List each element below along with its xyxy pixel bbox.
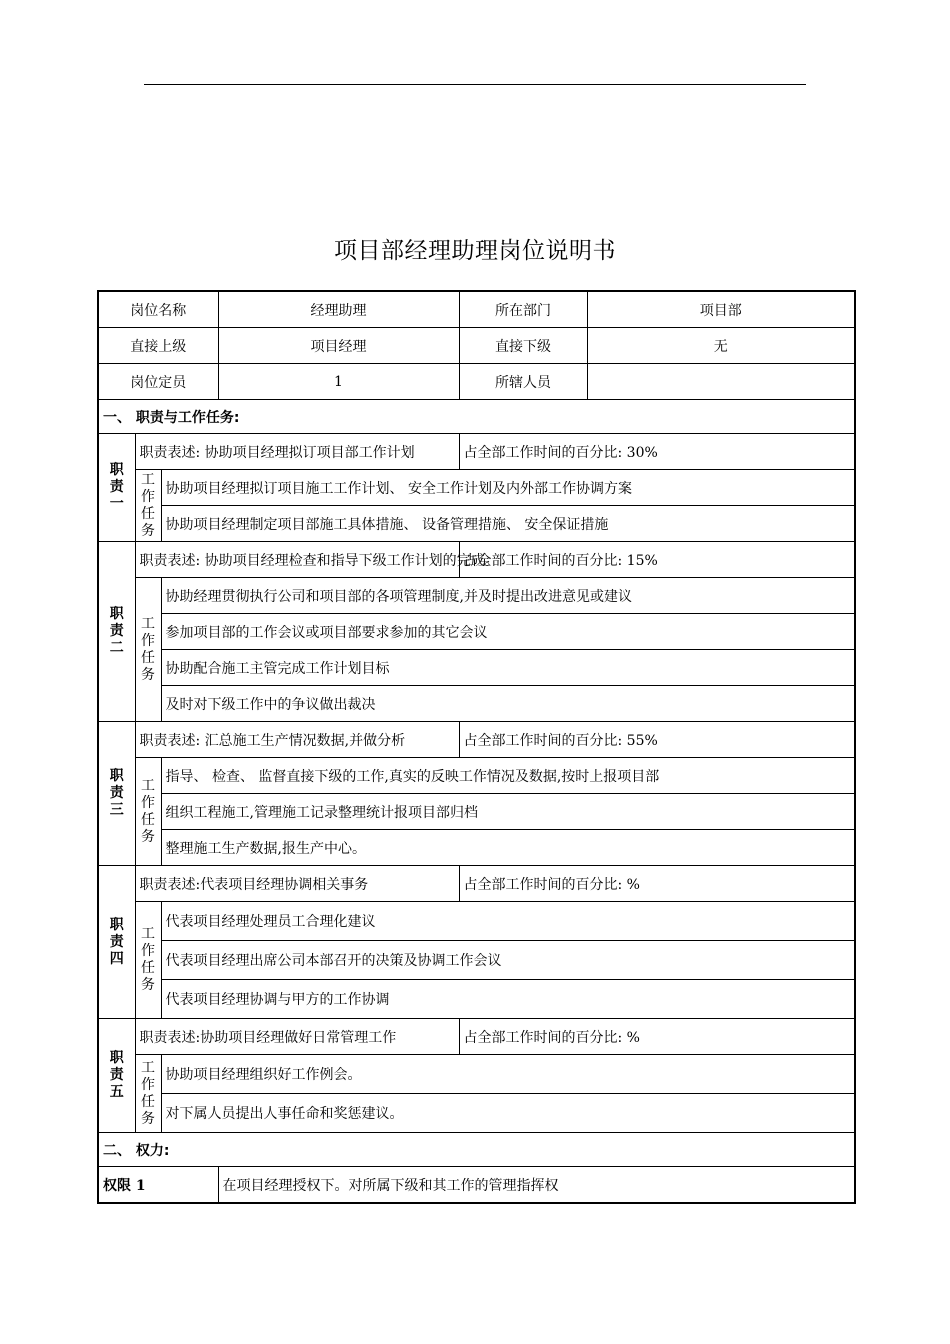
task-row (98, 614, 855, 650)
position-name-label: 岗位名称 (98, 291, 218, 328)
section-header (98, 400, 855, 434)
headcount-value: 1 (218, 364, 459, 400)
task-item: 参加项目部的工作会议或项目部要求参加的其它会议 (161, 614, 855, 650)
supervisor-label: 直接上级 (98, 328, 218, 364)
duty-label: 职 责 一 (98, 434, 135, 542)
duty-description: 职责表述: 协助项目经理检查和指导下级工作计划的完成。 (135, 542, 459, 578)
task-label: 工 作 任 务 (135, 902, 161, 1019)
duty-description-row (98, 1019, 855, 1055)
header-rule (144, 84, 806, 85)
duty-label: 职 责 五 (98, 1019, 135, 1133)
section-header (98, 1133, 855, 1167)
supervisor-value: 项目经理 (218, 328, 459, 364)
department-label: 所在部门 (459, 291, 587, 328)
duty-description: 职责表述:代表项目经理协调相关事务 (135, 866, 459, 902)
task-row (98, 470, 855, 506)
task-item: 协助项目经理拟订项目施工工作计划、 安全工作计划及内外部工作协调方案 (161, 470, 855, 506)
task-item: 及时对下级工作中的争议做出裁决 (161, 686, 855, 722)
task-item: 代表项目经理处理员工合理化建议 (161, 902, 855, 941)
task-row (98, 506, 855, 542)
task-item: 协助配合施工主管完成工作计划目标 (161, 650, 855, 686)
task-label: 工 作 任 务 (135, 578, 161, 722)
managed-staff-value (587, 364, 855, 400)
section-title-duties: 一、 职责与工作任务: (98, 400, 855, 434)
task-row (98, 578, 855, 614)
task-item: 对下属人员提出人事任命和奖惩建议。 (161, 1094, 855, 1133)
task-row (98, 1055, 855, 1094)
task-row (98, 830, 855, 866)
job-description-table (97, 290, 856, 1204)
task-row (98, 902, 855, 941)
task-item: 整理施工生产数据,报生产中心。 (161, 830, 855, 866)
task-item: 代表项目经理协调与甲方的工作协调 (161, 980, 855, 1019)
task-row (98, 980, 855, 1019)
duty-description-row (98, 434, 855, 470)
department-value: 项目部 (587, 291, 855, 328)
document-title: 项目部经理助理岗位说明书 (334, 238, 616, 264)
duty-description-row (98, 722, 855, 758)
header-row (98, 364, 855, 400)
task-label: 工 作 任 务 (135, 470, 161, 542)
header-row (98, 328, 855, 364)
authority-text: 在项目经理授权下。对所属下级和其工作的管理指挥权 (218, 1167, 855, 1204)
task-label: 工 作 任 务 (135, 1055, 161, 1133)
duty-description-row (98, 866, 855, 902)
task-item: 指导、 检查、 监督直接下级的工作,真实的反映工作情况及数据,按时上报项目部 (161, 758, 855, 794)
duty-label: 职 责 二 (98, 542, 135, 722)
duty-label: 职 责 四 (98, 866, 135, 1019)
time-percentage: 占全部工作时间的百分比: 30% (459, 434, 855, 470)
headcount-label: 岗位定员 (98, 364, 218, 400)
task-item: 协助项目经理组织好工作例会。 (161, 1055, 855, 1094)
task-row (98, 758, 855, 794)
task-item: 组织工程施工,管理施工记录整理统计报项目部归档 (161, 794, 855, 830)
authority-row (98, 1167, 855, 1204)
position-name-value: 经理助理 (218, 291, 459, 328)
time-percentage: 占全部工作时间的百分比: 55% (459, 722, 855, 758)
authority-label: 权限 1 (98, 1167, 218, 1204)
task-row (98, 1094, 855, 1133)
section-title-authority: 二、 权力: (98, 1133, 855, 1167)
managed-staff-label: 所辖人员 (459, 364, 587, 400)
task-row (98, 941, 855, 980)
time-percentage: 占全部工作时间的百分比: 15% (459, 542, 855, 578)
time-percentage: 占全部工作时间的百分比: % (459, 1019, 855, 1055)
duty-label: 职 责 三 (98, 722, 135, 866)
header-row (98, 291, 855, 328)
task-item: 代表项目经理出席公司本部召开的决策及协调工作会议 (161, 941, 855, 980)
task-row (98, 686, 855, 722)
duty-description: 职责表述: 汇总施工生产情况数据,并做分析 (135, 722, 459, 758)
duty-description-row (98, 542, 855, 578)
task-label: 工 作 任 务 (135, 758, 161, 866)
time-percentage: 占全部工作时间的百分比: % (459, 866, 855, 902)
task-row (98, 794, 855, 830)
task-item: 协助经理贯彻执行公司和项目部的各项管理制度,并及时提出改进意见或建议 (161, 578, 855, 614)
duty-description: 职责表述:协助项目经理做好日常管理工作 (135, 1019, 459, 1055)
duty-description: 职责表述: 协助项目经理拟订项目部工作计划 (135, 434, 459, 470)
task-item: 协助项目经理制定项目部施工具体措施、 设备管理措施、 安全保证措施 (161, 506, 855, 542)
subordinate-label: 直接下级 (459, 328, 587, 364)
subordinate-value: 无 (587, 328, 855, 364)
task-row (98, 650, 855, 686)
